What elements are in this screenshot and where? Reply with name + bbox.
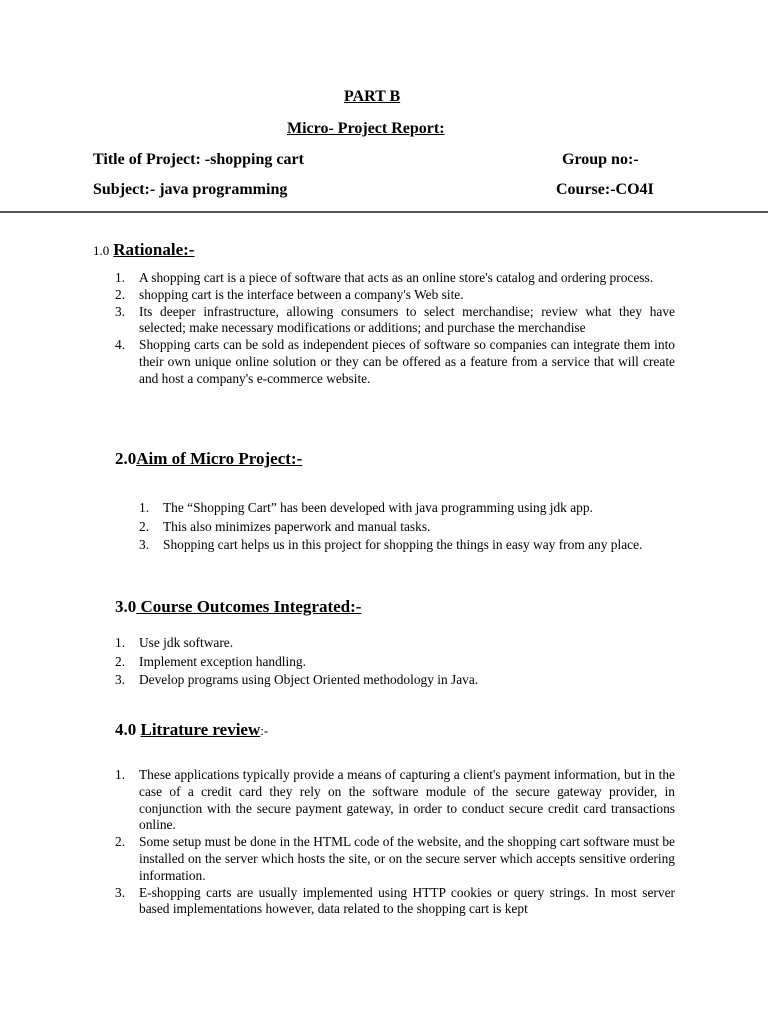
subject-label: Subject:- java programming (93, 181, 288, 198)
section-title: Course Outcomes Integrated:- (136, 597, 362, 616)
section-outcomes-heading (115, 597, 391, 617)
literature-list (115, 767, 675, 918)
report-heading: Micro- Project Report: (287, 120, 445, 137)
list-item: 3. Its deeper infrastructure, allowing consumers to select merchandise; review what they have selected; make necessary modifications or additions; and purchase the merchandise (115, 303, 675, 336)
list-item: 1. A shopping cart is a piece of software that acts as an online store's catalog and ordering process. (115, 270, 654, 285)
list-item: 4. Shopping carts can be sold as independent pieces of software so companies can integrate them into their own unique online solution or they can be offered as a feature from a service that will create and host a company's e-commerce website. (115, 337, 675, 386)
list-item: 1. These applications typically provide a means of capturing a client's payment information, but in the case of a credit card they rely on the software module of the secure gateway provider, in conjunction with the secure payment gateway, in order to conduct secure credit card transactions online. (115, 767, 675, 833)
project-title: Title of Project: -shopping cart (93, 151, 304, 168)
section-title-suffix: :- (260, 723, 269, 738)
rationale-list (115, 270, 675, 388)
list-item: 2. This also minimizes paperwork and manual tasks. (139, 518, 431, 534)
outcomes-list (115, 634, 659, 690)
section-number: 3.0 (115, 597, 137, 616)
section-number: 1.0 (93, 243, 110, 258)
section-title: Rationale:- (113, 240, 195, 259)
section-number: 2.0 (115, 449, 137, 468)
header-divider (0, 211, 768, 213)
list-item: 3. E-shopping carts are usually implemented using HTTP cookies or query strings. In most server based implementations however, data related to the shopping cart is kept (115, 884, 675, 917)
section-aim-heading (115, 449, 302, 469)
list-item: 2. Some setup must be done in the HTML code of the website, and the shopping cart software must be installed on the server which hosts the site, or on the secure server which accepts sensitive ordering information. (115, 834, 675, 883)
list-item: 1. The “Shopping Cart” has been developed with java programming using jdk app. (139, 500, 593, 515)
section-literature-heading (115, 720, 268, 740)
group-number-label: Group no:- (562, 151, 639, 168)
course-label: Course:-CO4I (556, 181, 654, 198)
part-heading: PART B (344, 88, 401, 105)
section-number: 4.0 (115, 720, 137, 739)
list-item: 2. Implement exception handling. (115, 653, 306, 669)
list-item: 3. Develop programs using Object Oriented methodology in Java. (115, 672, 479, 687)
list-item: 2. shopping cart is the interface between a company's Web site. (115, 286, 464, 302)
section-title: Litrature review (140, 720, 261, 739)
list-item: 1. Use jdk software. (115, 635, 234, 650)
section-title: Aim of Micro Project:- (136, 449, 303, 468)
aim-list (139, 499, 673, 555)
list-item: 3. Shopping cart helps us in this project for shopping the things in easy way from any place. (139, 537, 643, 552)
section-rationale-heading (93, 240, 194, 260)
